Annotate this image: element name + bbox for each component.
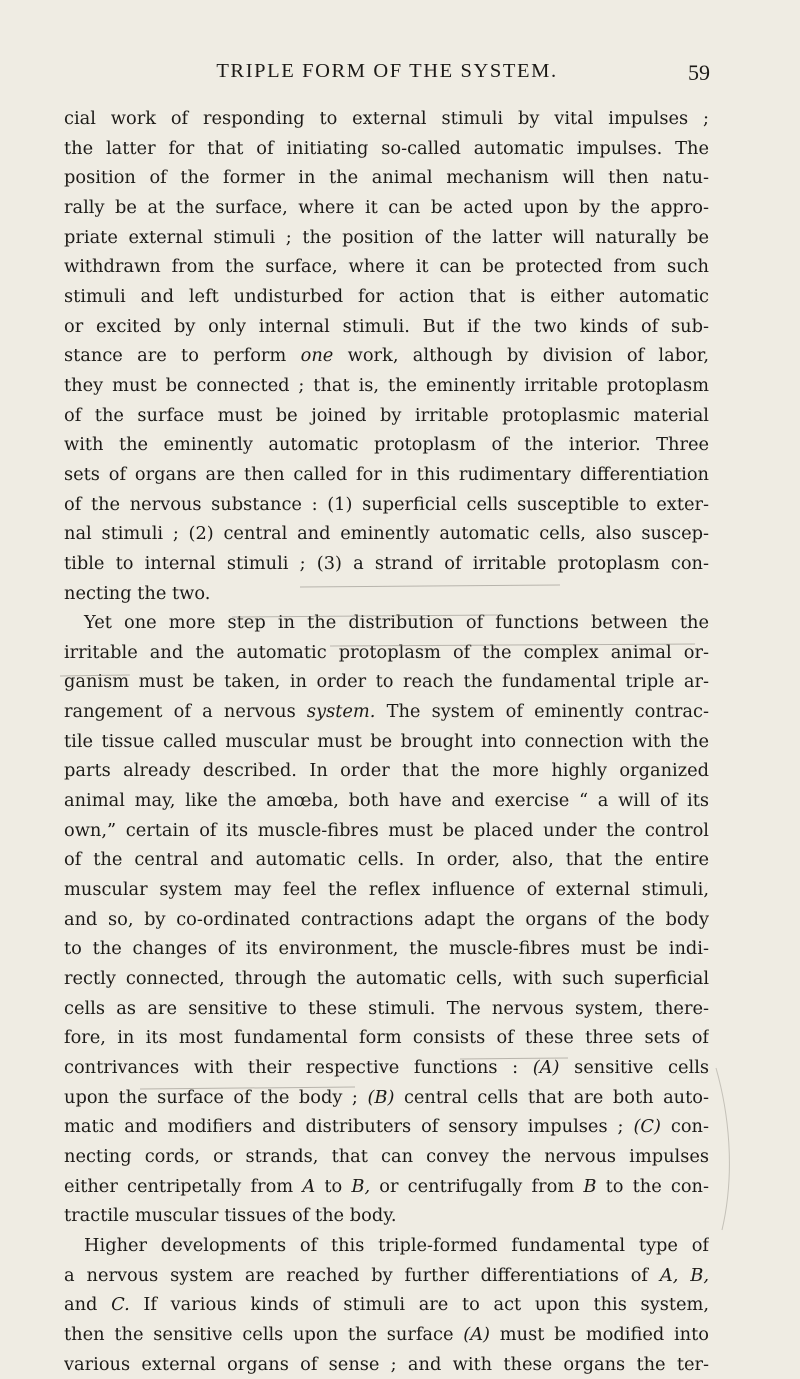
text-line: muscular system may feel the reflex influence of external stimuli, — [64, 879, 709, 901]
text-line: necting cords, or strands, that can convey the nervous impulses — [64, 1145, 709, 1167]
emphasis: C. — [111, 1294, 130, 1316]
body-text — [64, 104, 709, 1379]
emphasis: system. — [306, 701, 376, 723]
text-line: position of the former in the animal mechanism will then natu- — [64, 167, 709, 189]
emphasis: B — [583, 1175, 597, 1197]
text-line: with the eminently automatic protoplasm of the interior. Three — [64, 434, 709, 456]
text-line: rectly connected, through the automatic cells, with such superficial — [64, 968, 709, 990]
text-line: fore, in its most fundamental form consists of these three sets of — [64, 1027, 709, 1049]
text-line: cells as are sensitive to these stimuli. The nervous system, there- — [64, 997, 709, 1019]
text-fragment: stance are to perform — [64, 345, 287, 367]
text-line: withdrawn from the surface, where it can be protected from such — [64, 256, 709, 278]
text-fragment: rangement of a nervous — [64, 701, 296, 723]
text-line: of the surface must be joined by irritable protoplasmic material — [64, 404, 709, 426]
emphasis: (C) — [633, 1116, 661, 1138]
text-line — [64, 1320, 709, 1350]
text-fragment: work, although by division of labor, — [347, 345, 709, 367]
text-line: various external organs of sense ; and with these organs the ter- — [64, 1353, 709, 1375]
text-line: necting the two. — [64, 582, 211, 604]
text-line: parts already described. In order that the more highly organized — [64, 760, 709, 782]
text-line: irritable and the automatic protoplasm of the complex animal or- — [64, 641, 709, 663]
emphasis: B, — [351, 1175, 371, 1197]
text-line: or excited by only internal stimuli. But if the two kinds of sub- — [64, 315, 709, 337]
text-fragment: sensitive cells — [574, 1057, 709, 1078]
text-fragment: a nervous system are reached by further differentiations of — [64, 1264, 648, 1286]
page-number: 59 — [688, 60, 710, 85]
text-line — [64, 1083, 709, 1113]
text-fragment: If various kinds of stimuli are to act upon this system, — [143, 1294, 709, 1316]
text-fragment: then the sensitive cells upon the surface — [64, 1323, 454, 1345]
emphasis: (A) — [463, 1323, 490, 1345]
text-fragment: either centripetally from — [64, 1175, 294, 1197]
text-fragment: matic and modifiers and distributers of sensory impulses ; — [64, 1116, 624, 1138]
text-fragment: The system of eminently contrac- — [386, 701, 709, 723]
text-line: to the changes of its environment, the muscle-fibres must be indi- — [64, 938, 709, 960]
text-line: tractile muscular tissues of the body. — [64, 1205, 397, 1227]
text-line — [64, 1112, 709, 1142]
emphasis: (A) — [532, 1057, 560, 1078]
text-fragment: or centrifugally from — [379, 1175, 575, 1197]
text-line: animal may, like the amœba, both have and exercise “ a will of its — [64, 790, 709, 812]
text-line: nal stimuli ; (2) central and eminently automatic cells, also suscep- — [64, 523, 709, 545]
text-line: they must be connected ; that is, the eminently irritable protoplasm — [64, 374, 709, 396]
text-line — [64, 1053, 709, 1083]
text-fragment: to the con- — [605, 1175, 709, 1197]
pencil-margin-line — [716, 1068, 729, 1230]
text-line: tile tissue called muscular must be brought into connection with the — [64, 730, 709, 752]
text-line: priate external stimuli ; the position of the latter will naturally be — [64, 226, 709, 248]
text-line: tible to internal stimuli ; (3) a strand of irritable protoplasm con- — [64, 552, 709, 574]
paragraph-start-line: Yet one more step in the distribution of functions between the — [84, 612, 709, 634]
text-line — [64, 1261, 709, 1291]
emphasis: A, B, — [659, 1264, 709, 1286]
emphasis: (B) — [367, 1086, 395, 1108]
text-fragment: contrivances with their respective functions : — [64, 1057, 519, 1078]
text-line: sets of organs are then called for in this rudimentary differentiation — [64, 463, 709, 485]
text-line: cial work of responding to external stimuli by vital impulses ; — [64, 108, 709, 129]
text-line — [64, 1172, 709, 1202]
text-fragment: upon the surface of the body ; — [64, 1086, 358, 1108]
emphasis: A — [302, 1175, 316, 1197]
text-line — [64, 697, 709, 727]
text-fragment: to — [324, 1175, 343, 1197]
text-line: of the central and automatic cells. In order, also, that the entire — [64, 849, 709, 871]
page-header — [64, 60, 710, 90]
text-line: rally be at the surface, where it can be acted upon by the appro- — [64, 196, 709, 218]
text-line: own,” certain of its muscle-fibres must be placed under the control — [64, 819, 709, 841]
text-line — [64, 1290, 709, 1320]
text-fragment: and — [64, 1294, 98, 1316]
text-fragment: central cells that are both auto- — [403, 1086, 709, 1108]
text-line: of the nervous substance : (1) superficial cells susceptible to exter- — [64, 493, 709, 515]
running-head: TRIPLE FORM OF THE SYSTEM. — [216, 60, 558, 82]
text-line: ganism must be taken, in order to reach the fundamental triple ar- — [64, 671, 709, 693]
text-fragment: must be modified into — [499, 1323, 709, 1345]
text-line — [64, 341, 709, 371]
emphasis: one — [300, 345, 334, 367]
text-fragment: con- — [670, 1116, 709, 1138]
text-line: stimuli and left undisturbed for action that is either automatic — [64, 285, 709, 307]
paragraph-start-line: Higher developments of this triple-formed fundamental type of — [84, 1234, 709, 1256]
text-line: the latter for that of initiating so-called automatic impulses. The — [64, 137, 709, 159]
text-line: and so, by co-ordinated contractions adapt the organs of the body — [64, 908, 709, 930]
